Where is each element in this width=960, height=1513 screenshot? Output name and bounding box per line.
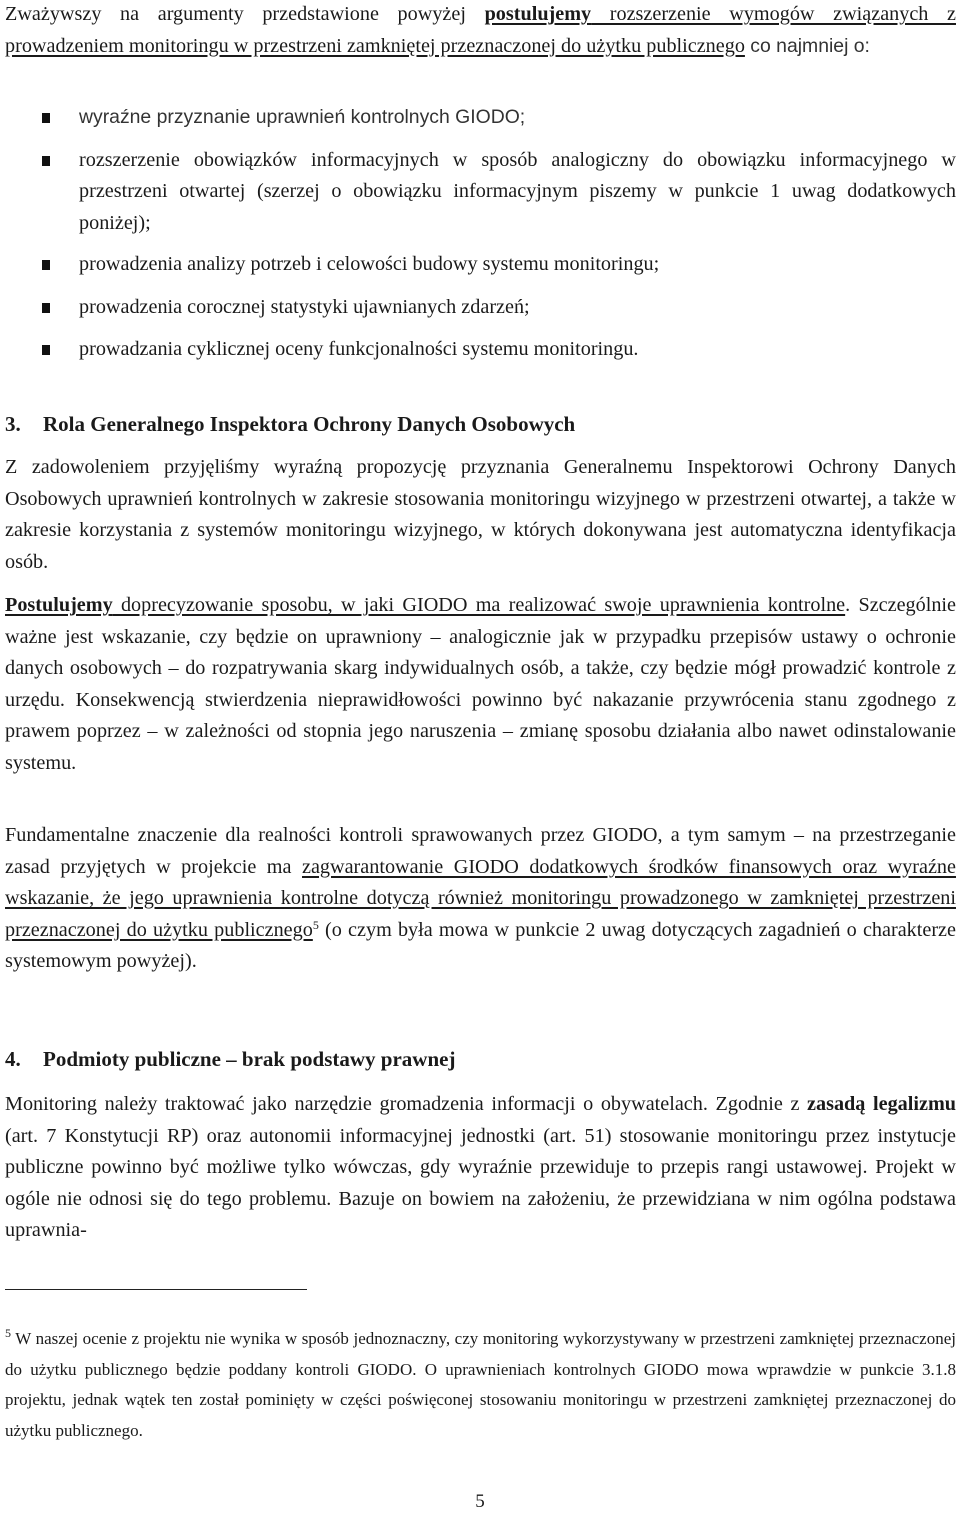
postulate-list [5,102,956,366]
intro-underlined-text: rozszerzenie wymogów związanych z prowadzeniem monitoringu w przestrzeni zamkniętej przeznaczonej do użytku publicznego [5,3,956,57]
square-bullet-icon [42,113,50,123]
square-bullet-icon [42,345,50,355]
footnote-mark: 5 [5,1326,11,1340]
bold-zasada-legalizmu: zasadą legalizmu [807,1093,956,1115]
list-item: prowadzenia analizy potrzeb i celowości budowy systemu monitoringu; [5,249,956,281]
footnote-text: W naszej ocenie z projektu nie wynika w sposób jednoznaczny, czy monitoring wykorzystywany w przestrzeni zamkniętej przeznaczonej do użytku publicznego będzie poddany kontroli GIODO. O uprawnieniach kontrolnych GIODO mowa wprawdzie w punkcie 3.1.8 projektu, jednak wątek ten został pominięty w części poświęconej stosowaniu monitoringu w przestrzeni zamkniętej przeznaczonej do użytku publicznego. [5,1329,956,1440]
section-3-paragraph-1: Z zadowoleniem przyjęliśmy wyraźną propozycję przyznania Generalnemu Inspektorowi Ochrony Danych Osobowych uprawnień kontrolnych w zakresie stosowania monitoringu wizyjnego w przestrzeni otwartej, a także w zakresie korzystania z systemów monitoringu wizyjnego, w których dokonywana jest automatyczna identyfikacja osób. [5,456,956,573]
section-4-paragraph-1: Monitoring należy traktować jako narzędzie gromadzenia informacji o obywatelach. Zgodnie z zasadą legalizmu (art. 7 Konstytucji RP) oraz autonomii informacyjnej jednostki (art. 51) stosowanie monitoringu przez instytucje publiczne powinno być możliwe tylko wówczas, gdy wyraźnie przewiduje to przepis rangi ustawowej. Projekt w ogóle nie odnosi się do tego problemu. Bazuje on bowiem na założeniu, że przewidziana w nim ogólna podstawa uprawnia- [5,1093,956,1241]
intro-text: Zważywszy na argumenty przedstawione powyżej [5,3,485,25]
intro-bold-postulujemy: postulujemy [484,3,592,25]
square-bullet-icon [42,156,50,166]
footnote-divider [5,1289,307,1290]
bold-postulujemy: Postulujemy [5,594,113,616]
section-3-heading: 3. Rola Generalnego Inspektora Ochrony Danych Osobowych [5,412,576,436]
list-item: rozszerzenie obowiązków informacyjnych w sposób analogiczny do obowiązku informacyjnego w przestrzeni otwartej (szerzej o obowiązku informacyjnym piszemy w punkcie 1 uwag dodatkowych poniżej); [5,145,956,240]
list-item: wyraźne przyznanie uprawnień kontrolnych GIODO; [5,102,956,134]
square-bullet-icon [42,303,50,313]
section-3-paragraph-3: Fundamentalne znaczenie dla realności kontroli sprawowanych przez GIODO, a tym samym – na przestrzeganie zasad przyjętych w projekcie ma zagwarantowanie GIODO dodatkowych środków finansowych oraz wyraźne wskazanie, że jego uprawnienia kontrolne dotyczą również monitoringu prowadzonego w zamkniętej przestrzeni przeznaczonej do użytku publicznego$^5$ (o czym była mowa w punkcie 2 uwag dotyczących zagadnień o charakterze systemowym powyżej). [5,824,956,972]
intro-text-end: co najmniej o: [744,34,870,57]
list-item: prowadzania cyklicznej oceny funkcjonalności systemu monitoringu. [5,334,956,366]
square-bullet-icon [42,260,50,270]
footnote [5,1324,956,1446]
section-3-paragraph-2: Postulujemy doprecyzowanie sposobu, w jaki GIODO ma realizować swoje uprawnienia kontrolne. Szczególnie ważne jest wskazanie, czy będzie on uprawniony – analogicznie jak w przypadku przepisów ustawy o ochronie danych osobowych – do rozpatrywania skarg indywidualnych osób, a także, czy będzie mógł prowadzić kontrole z urzędu. Konsekwencją stwierdzenia nieprawidłowości powinno być nakazanie przywrócenia stanu zgodnego z prawem poprzez – w zależności od stopnia jego naruszenia – zmianę sposobu działania albo nawet odinstalowanie systemu. [5,594,956,774]
section-4-heading: 4. Podmioty publiczne – brak podstawy prawnej [5,1047,456,1071]
list-item: prowadzenia corocznej statystyki ujawnianych zdarzeń; [5,292,956,324]
intro-paragraph [5,0,956,62]
page-number: 5 [475,1491,485,1512]
footnote-reference[interactable]: 5 [312,917,319,932]
